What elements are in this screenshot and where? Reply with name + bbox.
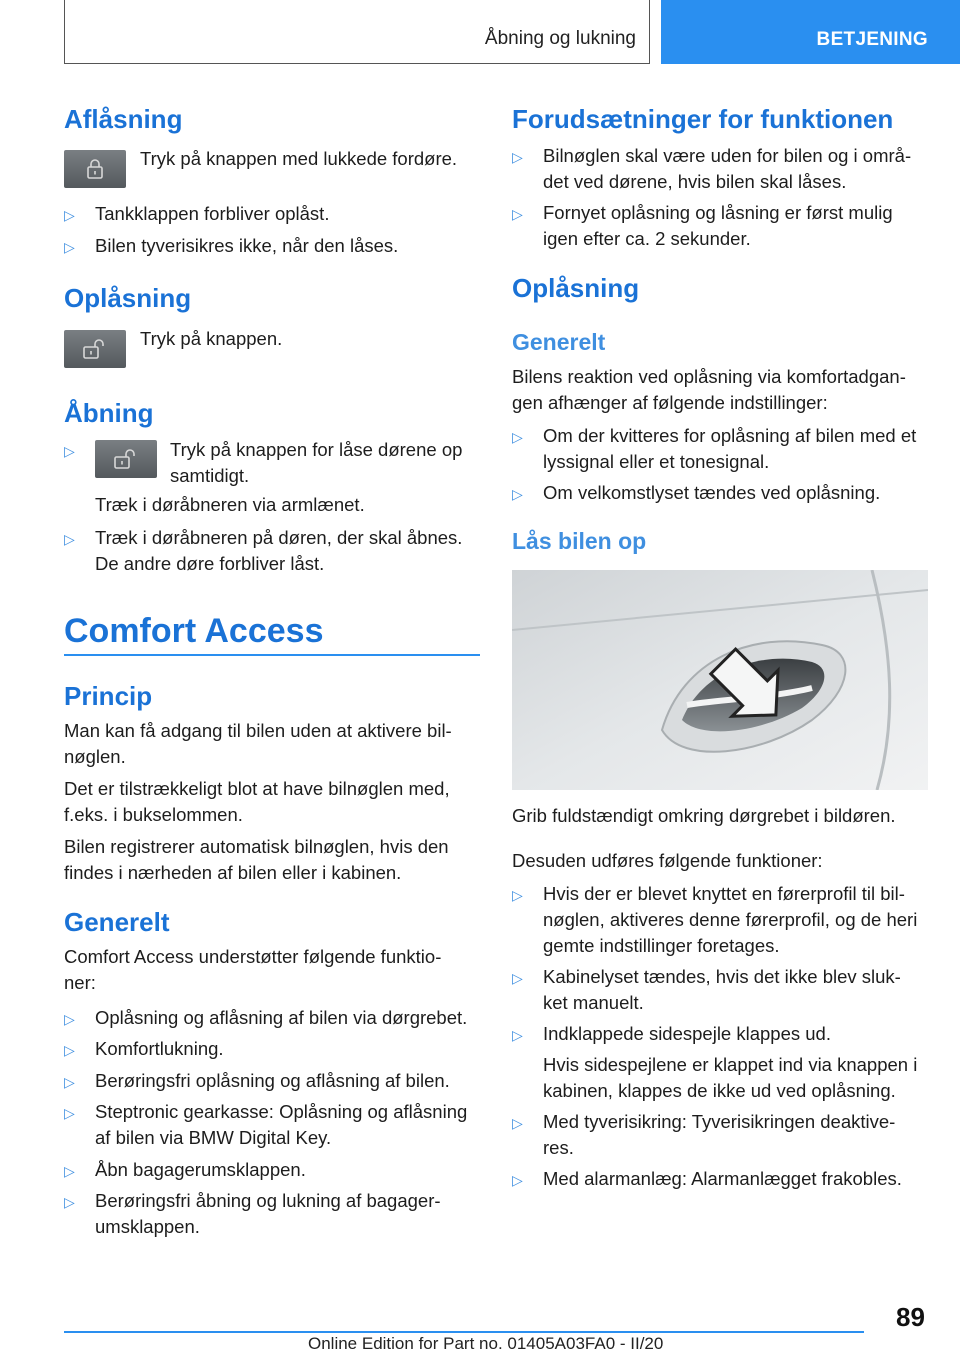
header-section-title: Åbning og lukning: [484, 28, 636, 49]
footer-edition: Online Edition for Part no. 01405A03FA0 - II/20: [308, 1334, 664, 1353]
heading-comfort-access: Comfort Access: [64, 612, 324, 650]
bullet-sub: Hvis sidespejlene er klappet ind via knappen i: [543, 1054, 918, 1075]
bullet-cont: af bilen via BMW Digital Key.: [95, 1127, 332, 1148]
princip-text: Det er tilstrækkeligt blot at have bilnøglen med,: [64, 778, 450, 799]
bullet-sub: kabinen, klappes de ikke ud ved oplåsning.: [543, 1080, 896, 1101]
bullet-cont: ket manuelt.: [543, 992, 644, 1013]
lock-open-icon: [95, 440, 157, 478]
heading-princip: Princip: [64, 681, 153, 711]
bullet-cont: det ved dørene, hvis bilen skal låses.: [543, 171, 847, 192]
bullet-cont: nøglen, aktiveres denne førerprofil, og de heri: [543, 909, 918, 930]
aabning-b2-cont: De andre døre forbliver låst.: [95, 553, 325, 574]
bullet-cont: res.: [543, 1137, 574, 1158]
door-handle-photo: [512, 570, 928, 790]
bullet-cont: igen efter ca. 2 sekunder.: [543, 228, 751, 249]
princip-text: Bilen registrerer automatisk bilnøglen, hvis den: [64, 836, 449, 857]
desuden-text: Desuden udføres følgende funktioner:: [512, 850, 823, 871]
generelt-text: ner:: [64, 972, 96, 993]
oplaasning-text: Tryk på knappen.: [140, 328, 283, 349]
header-chapter-tab: [661, 0, 960, 64]
heading-generelt-right: Generelt: [512, 329, 606, 355]
generelt-text: Comfort Access understøtter følgende funktio-: [64, 946, 442, 967]
aflaasning-text: Tryk på knappen med lukkede fordøre.: [140, 148, 458, 169]
grib-text: Grib fuldstændigt omkring dørgrebet i bildøren.: [512, 805, 896, 826]
princip-text: nøglen.: [64, 746, 126, 767]
bullet-cont: lyssignal eller et tonesignal.: [543, 451, 770, 472]
heading-oplaasning: Oplåsning: [64, 283, 192, 313]
generelt-text: Bilens reaktion ved oplåsning via komfortadgan-: [512, 366, 906, 387]
aabning-bullet-text: samtidigt.: [170, 465, 250, 486]
heading-oplaasning-right: Oplåsning: [512, 273, 640, 303]
lock-closed-icon: [64, 150, 126, 188]
heading-aflaasning: Aflåsning: [64, 104, 183, 134]
bullet-cont: gemte indstillinger foretages.: [543, 935, 780, 956]
lock-open-icon: [64, 330, 126, 368]
heading-forudsaetninger: Forudsætninger for funktionen: [512, 104, 894, 134]
bullet-cont: umsklappen.: [95, 1216, 200, 1237]
footer-rule: [64, 1331, 864, 1333]
princip-text: Man kan få adgang til bilen uden at aktivere bil-: [64, 720, 452, 741]
section-rule: [64, 654, 480, 656]
heading-generelt: Generelt: [64, 907, 170, 937]
heading-laas-bilen-op: Lås bilen op: [512, 528, 647, 554]
page-number: 89: [896, 1302, 925, 1332]
list-item: ▷: [64, 443, 75, 459]
heading-aabning: Åbning: [64, 398, 154, 428]
chapter-label: BETJENING: [816, 29, 928, 50]
princip-text: findes i nærheden af bilen eller i kabinen.: [64, 862, 402, 883]
aabning-sub-text: Træk i døråbneren via armlænet.: [95, 494, 365, 515]
generelt-text: gen afhænger af følgende indstillinger:: [512, 392, 828, 413]
princip-text: f.eks. i bukselommen.: [64, 804, 243, 825]
aabning-bullet-text: Tryk på knappen for låse dørene op: [170, 439, 463, 460]
